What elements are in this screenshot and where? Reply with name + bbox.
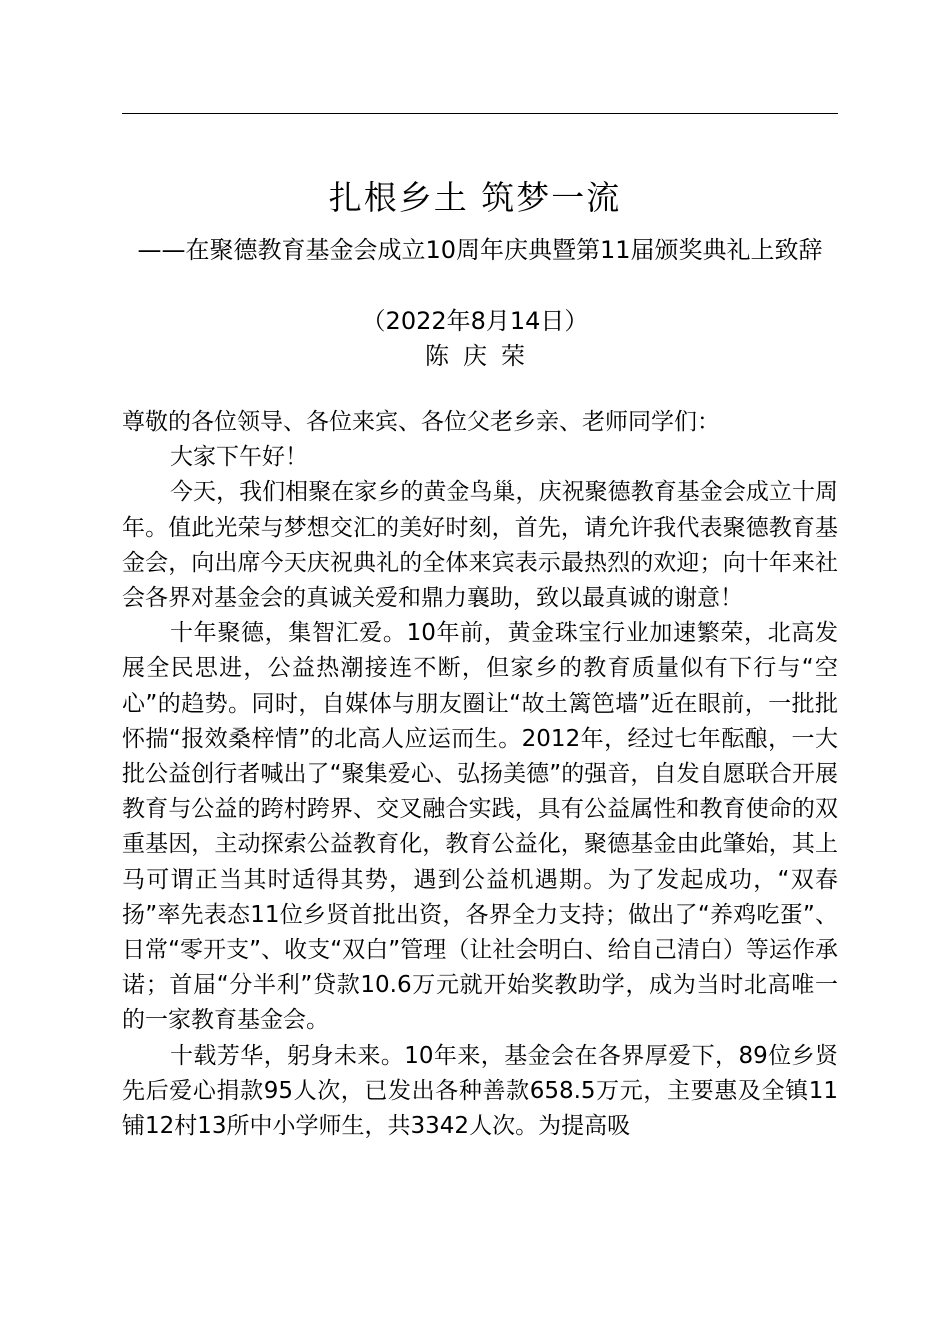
- speech-author: 陈庆荣: [425, 342, 539, 370]
- speech-date: （2022年8月14日）: [361, 307, 589, 335]
- greeting: 大家下午好！: [170, 444, 308, 471]
- speech-subtitle: ——在聚德教育基金会成立10周年庆典暨第11届颁奖典礼上致辞: [137, 236, 823, 264]
- header-rule: [122, 113, 838, 114]
- paragraph: 今天，我们相聚在家乡的黄金鸟巢，庆祝聚德教育基金会成立十周年。值此光荣与梦想交汇的美好时刻，首先，请允许我代表聚德教育基金会，向出席今天庆祝典礼的全体来宾表示最热烈的欢迎；向十年来社会各界对基金会的真诚关爱和鼎力襄助，致以最真诚的谢意！: [122, 479, 838, 612]
- paragraph: 十载芳华，躬身未来。10年来，基金会在各界厚爱下，89位乡贤先后爱心捐款95人次，已发出各种善款658.5万元，主要惠及全镇11铺12村13所中小学师生，共3342人次。为提高吸: [122, 1042, 838, 1140]
- paragraph: 十年聚德，集智汇爱。10年前，黄金珠宝行业加速繁荣，北高发展全民思进，公益热潮接连不断，但家乡的教育质量似有下行与“空心”的趋势。同时，自媒体与朋友圈让“故土篱笆墙”近在眼前，一批批怀揣“报效桑梓情”的北高人应运而生。2012年，经过七年酝酿，一大批公益创行者喊出了“聚集爱心、弘扬美德”的强音，自发自愿联合开展教育与公益的跨村跨界、交叉融合实践，具有公益属性和教育使命的双重基因，主动探索公益教育化，教育公益化，聚德基金由此肇始，其上马可谓正当其时适得其势，遇到公益机遇期。为了发起成功，“双春扬”率先表态11位乡贤首批出资，各界全力支持；做出了“养鸡吃蛋”、日常“零开支”、收支“双白”管理（让社会明白、给自己清白）等运作承诺；首届“分半利”贷款10.6万元就开始奖教助学，成为当时北高唯一的一家教育基金会。: [122, 620, 838, 1034]
- speech-title: 扎根乡土 筑梦一流: [328, 178, 622, 217]
- speech-body: [122, 405, 838, 1144]
- salutation: 尊敬的各位领导、各位来宾、各位父老乡亲、老师同学们：: [122, 409, 720, 435]
